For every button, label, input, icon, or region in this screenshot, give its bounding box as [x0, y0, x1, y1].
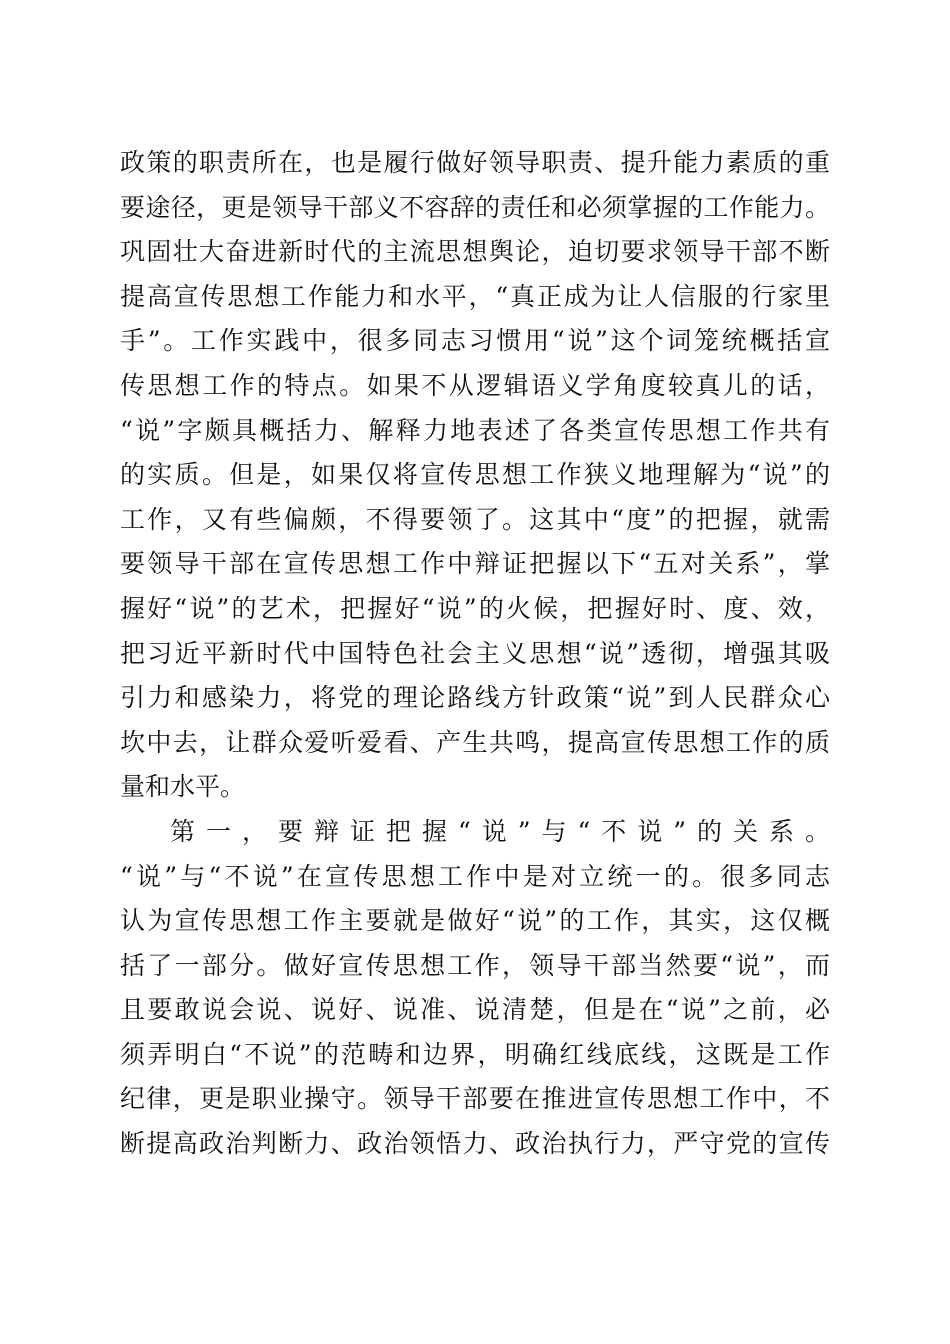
text-line: 要途径，更是领导干部义不容辞的责任和必须掌握的工作能力。 — [120, 192, 830, 222]
body-text — [120, 141, 830, 1167]
text-line: 手”。工作实践中，很多同志习惯用“说”这个词笼统概括宣 — [120, 326, 830, 356]
text-line: 巩固壮大奋进新时代的主流思想舆论，迫切要求领导干部不断 — [120, 237, 830, 267]
text-line: 坎中去，让群众爱听爱看、产生共鸣，提高宣传思想工作的质 — [120, 727, 830, 757]
text-line: 引力和感染力，将党的理论路线方针政策“说”到人民群众心 — [120, 683, 830, 713]
paragraph-first-relation — [120, 810, 830, 1167]
text-line: 政策的职责所在，也是履行做好领导职责、提升能力素质的重 — [120, 148, 830, 177]
text-line: “说”与“不说”在宣传思想工作中是对立统一的。很多同志 — [120, 861, 830, 891]
text-line: 工作，又有些偏颇，不得要领了。这其中“度”的把握，就需 — [120, 504, 830, 534]
section-heading-line: 第一，要辩证把握“说”与“不说”的关系。 — [170, 816, 830, 846]
text-line: 须弄明白“不说”的范畴和边界，明确红线底线，这既是工作 — [120, 1039, 830, 1069]
text-line: 把习近平新时代中国特色社会主义思想“说”透彻，增强其吸 — [120, 638, 830, 668]
text-line: 握好“说”的艺术，把握好“说”的火候，把握好时、度、效， — [120, 593, 830, 623]
text-line: 认为宣传思想工作主要就是做好“说”的工作，其实，这仅概 — [120, 906, 830, 936]
text-line: 的实质。但是，如果仅将宣传思想工作狭义地理解为“说”的 — [120, 460, 830, 490]
text-line: 纪律，更是职业操守。领导干部要在推进宣传思想工作中，不 — [120, 1084, 830, 1114]
text-line: 要领导干部在宣传思想工作中辩证把握以下“五对关系”，掌 — [120, 549, 830, 579]
text-line: 且要敢说会说、说好、说准、说清楚，但是在“说”之前，必 — [120, 995, 830, 1025]
text-line: 量和水平。 — [120, 772, 246, 802]
text-line: 提高宣传思想工作能力和水平，“真正成为让人信服的行家里 — [120, 281, 830, 311]
paragraph-intro — [120, 141, 830, 810]
text-line: 断提高政治判断力、政治领悟力、政治执行力，严守党的宣传 — [120, 1129, 830, 1159]
text-line: 括了一部分。做好宣传思想工作，领导干部当然要“说”，而 — [120, 950, 830, 980]
text-line: “说”字颇具概括力、解释力地表述了各类宣传思想工作共有 — [120, 415, 830, 445]
text-line: 传思想工作的特点。如果不从逻辑语义学角度较真儿的话， — [120, 370, 830, 400]
